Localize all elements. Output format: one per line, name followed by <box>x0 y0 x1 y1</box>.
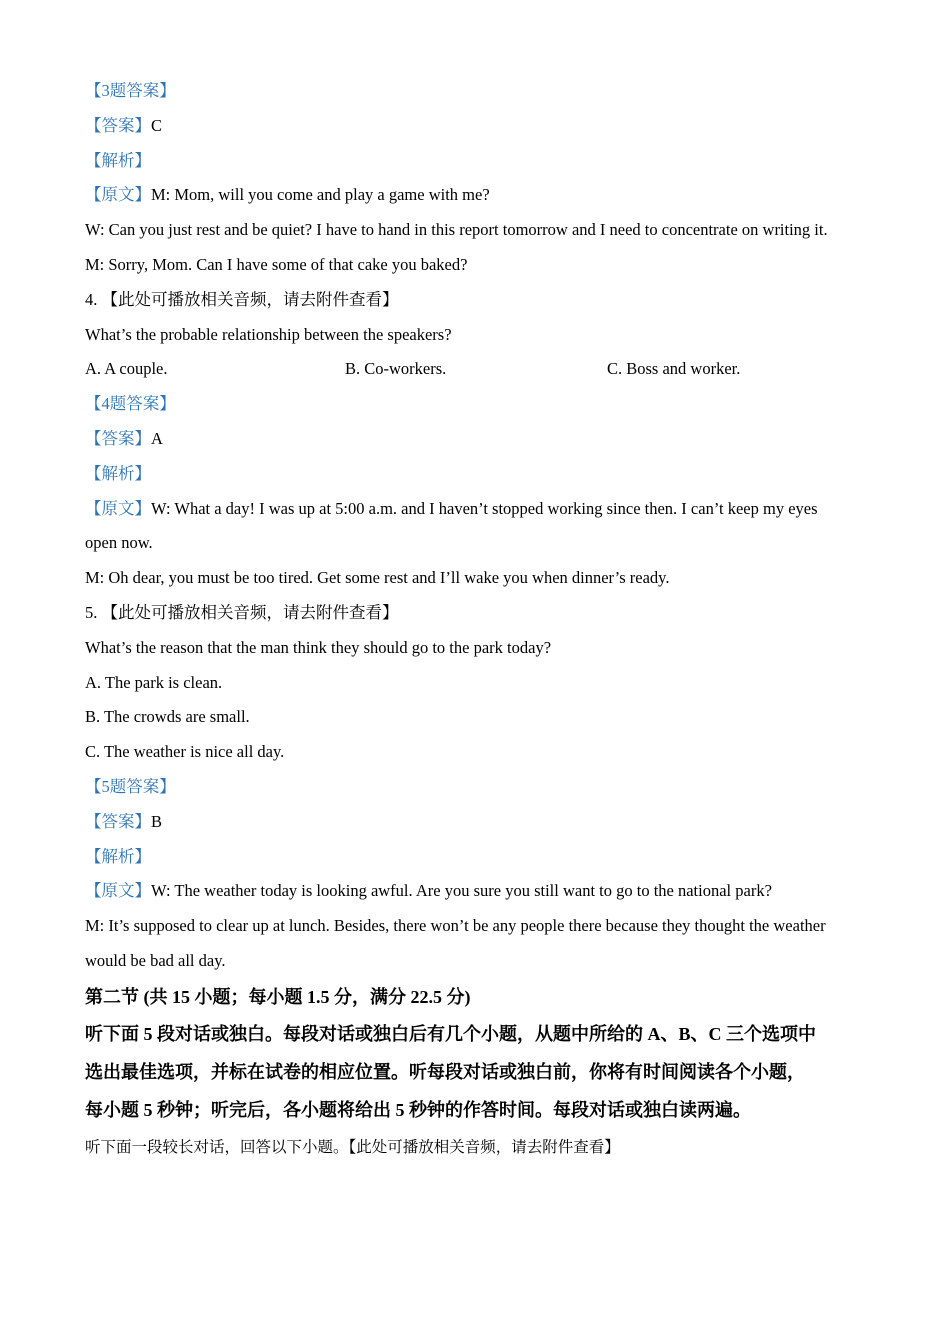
text-line <box>85 178 885 213</box>
text-segment: 5. 【此处可播放相关音频，请去附件查看】 <box>85 602 399 622</box>
bracket-label: 【4题答案】 <box>85 394 176 414</box>
text-line <box>85 979 885 1017</box>
bracket-label: 【原文】 <box>85 498 151 518</box>
text-segment: M: Mom, will you come and play a game with me? <box>151 185 490 205</box>
bracket-label: 【解析】 <box>85 846 151 866</box>
option-item: A. A couple. <box>85 359 168 379</box>
text-segment: W: What a day! I was up at 5:00 a.m. and I haven’t stopped working since then. I can’t keep my eyes <box>151 498 818 518</box>
text-line <box>85 596 885 631</box>
text-segment: B. The crowds are small. <box>85 707 250 727</box>
answer-options-row <box>85 352 885 387</box>
text-line <box>85 422 885 457</box>
text-segment: 听下面 5 段对话或独白。每段对话或独白后有几个小题，从题中所给的 A、B、C 三个选项中 <box>85 1024 816 1045</box>
bracket-label: 【解析】 <box>85 150 151 170</box>
text-line <box>85 840 885 875</box>
text-segment: W: Can you just rest and be quiet? I have to hand in this report tomorrow and I need to concentrate on writing it. <box>85 220 828 240</box>
text-line <box>85 735 885 770</box>
text-segment: W: The weather today is looking awful. Are you sure you still want to go to the national park? <box>151 881 772 901</box>
text-segment: 第二节 (共 15 小题；每小题 1.5 分，满分 22.5 分) <box>85 986 471 1007</box>
text-line <box>85 805 885 840</box>
text-segment: B <box>151 811 163 831</box>
bracket-label: 【3题答案】 <box>85 81 176 100</box>
bracket-label: 【答案】 <box>85 428 151 448</box>
text-line <box>85 1092 885 1130</box>
text-line <box>85 526 885 561</box>
text-segment: 选出最佳选项，并标在试卷的相应位置。听每段对话或独白前，你将有时间阅读各个小题， <box>85 1062 805 1083</box>
text-segment: What’s the probable relationship between the speakers? <box>85 324 452 344</box>
text-line <box>85 561 885 596</box>
bracket-label: 【解析】 <box>85 463 151 483</box>
text-line <box>85 109 885 144</box>
bracket-label: 【原文】 <box>85 185 151 205</box>
text-line <box>85 1054 885 1092</box>
option-item: C. Boss and worker. <box>607 359 741 379</box>
text-line <box>85 631 885 666</box>
text-line <box>85 666 885 701</box>
bracket-label: 【原文】 <box>85 881 151 901</box>
text-segment: open now. <box>85 533 153 553</box>
text-segment: What’s the reason that the man think they should go to the park today? <box>85 637 552 657</box>
text-line <box>85 387 885 422</box>
text-segment: M: Oh dear, you must be too tired. Get some rest and I’ll wake you when dinner’s ready. <box>85 568 670 588</box>
text-segment: M: Sorry, Mom. Can I have some of that cake you baked? <box>85 254 468 274</box>
text-segment: A <box>151 428 163 448</box>
text-line <box>85 1016 885 1054</box>
option-item: B. Co-workers. <box>345 359 447 379</box>
text-line <box>85 74 885 109</box>
text-line <box>85 874 885 909</box>
text-segment: would be bad all day. <box>85 950 226 970</box>
text-segment: 每小题 5 秒钟；听完后，各小题将给出 5 秒钟的作答时间。每段对话或独白读两遍。 <box>85 1099 751 1120</box>
text-line <box>85 457 885 492</box>
text-segment: C <box>151 115 163 135</box>
text-segment: 听下面一段较长对话，回答以下小题。【此处可播放相关音频，请去附件查看】 <box>85 1139 620 1157</box>
text-segment: A. The park is clean. <box>85 672 223 692</box>
bracket-label: 【答案】 <box>85 811 151 831</box>
text-segment: C. The weather is nice all day. <box>85 742 285 762</box>
text-line <box>85 144 885 179</box>
text-line <box>85 700 885 735</box>
text-line <box>85 944 885 979</box>
document-content <box>85 74 885 1167</box>
text-segment: 4. 【此处可播放相关音频，请去附件查看】 <box>85 289 399 309</box>
text-line <box>85 248 885 283</box>
text-line <box>85 283 885 318</box>
text-line <box>85 770 885 805</box>
text-line <box>85 1129 885 1167</box>
text-line <box>85 909 885 944</box>
bracket-label: 【答案】 <box>85 115 151 135</box>
text-segment: M: It’s supposed to clear up at lunch. Besides, there won’t be any people there because they thought the weather <box>85 916 826 936</box>
text-line <box>85 213 885 248</box>
bracket-label: 【5题答案】 <box>85 776 176 796</box>
text-line <box>85 492 885 527</box>
text-line <box>85 318 885 353</box>
